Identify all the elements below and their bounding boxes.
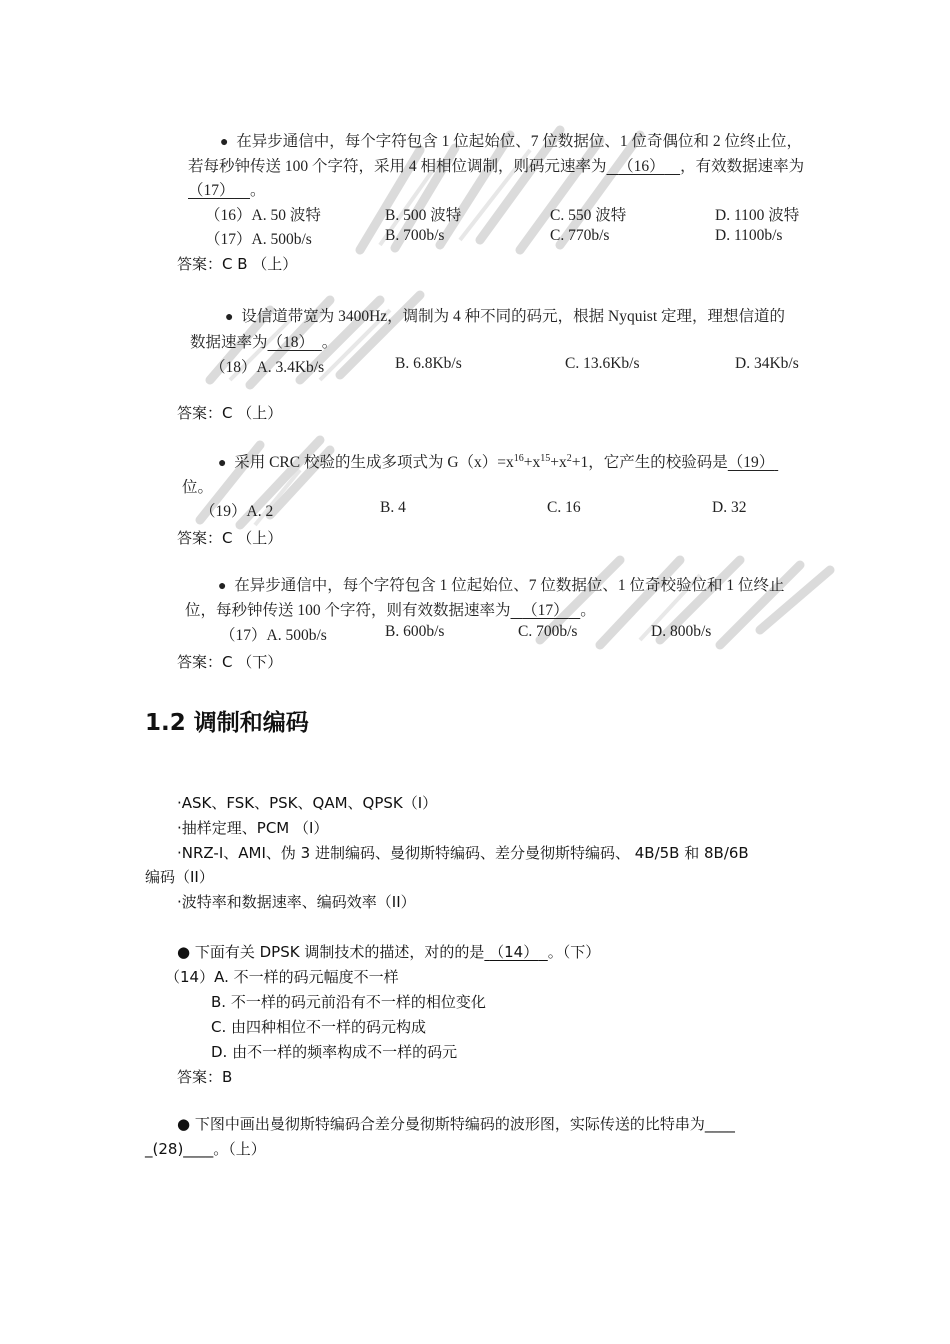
bullet-icon: ● bbox=[218, 456, 227, 471]
q1-line2-post: ，有效数据速率为 bbox=[680, 158, 805, 175]
bullet-icon: ● bbox=[225, 310, 234, 325]
q3-opt19-d: D. 32 bbox=[712, 499, 747, 516]
q3-opt19-b: B. 4 bbox=[380, 499, 406, 516]
topic-item: ·抽样定理、PCM （I） bbox=[177, 819, 329, 837]
q4-line2: 位，每秒钟传送 100 个字符，则有效数据速率为 （17） 。 bbox=[185, 602, 596, 619]
q1-line3: （17） 。 bbox=[188, 182, 266, 199]
q5-line1: ● 下面有关 DPSK 调制技术的描述，对的的是 （14） 。（下） bbox=[177, 943, 601, 961]
q5-opt-b: B. 不一样的码元前沿有不一样的相位变化 bbox=[211, 993, 486, 1011]
q1-line1-text: 在异步通信中，每个字符包含 1 位起始位、7 位数据位、1 位奇偶位和 2 位终止位， bbox=[236, 133, 802, 150]
q3-opt19-a: （19）A. 2 bbox=[200, 503, 274, 520]
section-heading: 1.2 调制和编码 bbox=[145, 710, 309, 736]
q1-opt16-b: B. 500 波特 bbox=[385, 207, 462, 224]
q2-line2: 数据速率为（18） 。 bbox=[190, 334, 338, 351]
q4-opt17-a: （17）A. 500b/s bbox=[220, 627, 327, 644]
q5-opt-a: （14）A. 不一样的码元幅度不一样 bbox=[165, 968, 399, 986]
q1-opt16-a: （16）A. 50 波特 bbox=[205, 207, 321, 224]
topic-item: ·ASK、FSK、PSK、QAM、QPSK（I） bbox=[177, 794, 438, 812]
q1-opt17-a: （17）A. 500b/s bbox=[205, 231, 312, 248]
q2-opt18-d: D. 34Kb/s bbox=[735, 355, 799, 372]
q2-line1-text: 设信道带宽为 3400Hz，调制为 4 种不同的码元，根据 Nyquist 定理，理想信道的 bbox=[241, 308, 786, 325]
q1-line1 bbox=[220, 129, 802, 151]
q3-opt19-c: C. 16 bbox=[547, 499, 581, 516]
q1-opt17-b: B. 700b/s bbox=[385, 227, 445, 244]
q1-opt17-d: D. 1100b/s bbox=[715, 227, 783, 244]
q2-answer: 答案：C （上） bbox=[177, 404, 283, 422]
q2-opt18-c: C. 13.6Kb/s bbox=[565, 355, 640, 372]
q1-blank-16: （16） bbox=[618, 158, 665, 175]
q2-opt18-a: （18）A. 3.4Kb/s bbox=[210, 359, 325, 376]
q4-opt17-d: D. 800b/s bbox=[651, 623, 712, 640]
topic-item-continued: 编码（II） bbox=[145, 868, 214, 886]
q4-line1: ● 在异步通信中，每个字符包含 1 位起始位、7 位数据位、1 位奇校验位和 1 位终止 bbox=[218, 577, 785, 594]
q3-blank-19: （19） bbox=[727, 454, 775, 471]
q1-line2-pre: 若每秒钟传送 100 个字符，采用 4 相相位调制，则码元速率为 bbox=[188, 158, 607, 175]
q4-blank-17: （17） bbox=[522, 602, 569, 619]
topic-item: ·NRZ-I、AMI、伪 3 进制编码、曼彻斯特编码、差分曼彻斯特编码、 4B/5B 和 8B/6B bbox=[177, 844, 749, 862]
topic-item: ·波特率和数据速率、编码效率（II） bbox=[177, 893, 416, 911]
q1-line2 bbox=[188, 154, 804, 176]
q1-blank-17: （17） bbox=[188, 182, 235, 199]
q2-opt18-b: B. 6.8Kb/s bbox=[395, 355, 462, 372]
q3-line1: ● 采用 CRC 校验的生成多项式为 $G(x)=x^{16}+x^{15}+x^2+1$，它产生的校验码是（19） bbox=[218, 450, 778, 472]
q1-answer: 答案：C B （上） bbox=[177, 255, 298, 273]
q3-answer: 答案：C （上） bbox=[177, 529, 283, 547]
q5-opt-d: D. 由不一样的频率构成不一样的码元 bbox=[211, 1043, 458, 1061]
bullet-icon: ● bbox=[220, 135, 229, 150]
q5-opt-c: C. 由四种相位不一样的码元构成 bbox=[211, 1018, 427, 1036]
q5-blank-14: （14） bbox=[489, 943, 539, 961]
q4-answer: 答案：C （下） bbox=[177, 653, 283, 671]
q3-line2: 位。 bbox=[182, 479, 214, 496]
q1-opt17-c: C. 770b/s bbox=[550, 227, 610, 244]
q2-line1 bbox=[225, 304, 785, 326]
q6-line2: _(28)____。（上） bbox=[145, 1140, 266, 1158]
q2-blank-18: （18） bbox=[267, 334, 315, 351]
q1-opt16-d: D. 1100 波特 bbox=[715, 207, 800, 224]
q1-opt16-c: C. 550 波特 bbox=[550, 207, 627, 224]
q4-opt17-c: C. 700b/s bbox=[518, 623, 578, 640]
q5-answer: 答案：B bbox=[177, 1068, 233, 1086]
q6-line1: ● 下图中画出曼彻斯特编码合差分曼彻斯特编码的波形图，实际传送的比特串为____ bbox=[177, 1115, 735, 1133]
bullet-icon: ● bbox=[218, 579, 227, 594]
q4-opt17-b: B. 600b/s bbox=[385, 623, 445, 640]
